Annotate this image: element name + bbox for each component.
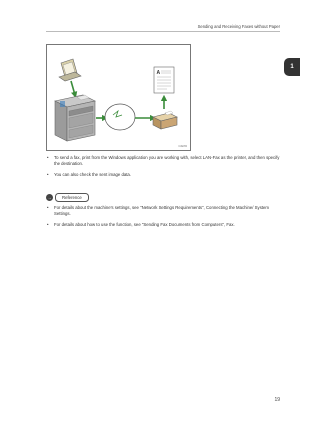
- body-bullets: [46, 155, 280, 178]
- header-divider: [46, 31, 280, 32]
- chapter-tab: 1: [284, 58, 300, 76]
- fax-document-icon: [154, 67, 174, 93]
- list-item: • For details about how to use the function, see "Sending Fax Documents from Computers", Fax.: [46, 222, 280, 228]
- reference-icon: →: [47, 194, 52, 200]
- reference-heading: [46, 193, 89, 201]
- computer-icon: [59, 59, 81, 81]
- figure-code: CUE050: [178, 146, 187, 148]
- list-item: • You can also check the sent image data.: [46, 172, 280, 178]
- running-header-title: Sending and Receiving Faxes without Paper: [197, 24, 280, 29]
- list-item: • To send a fax, print from the Windows application you are working with, select LAN-Fax as the printer, and then specify the destination.: [46, 155, 280, 168]
- svg-text:A: A: [156, 70, 161, 76]
- reference-bullets: [46, 205, 280, 228]
- printer-fax-machine-icon: [55, 95, 95, 141]
- fax-machine-icon: [153, 111, 177, 129]
- reference-label: Reference: [55, 193, 89, 202]
- list-item: • For details about the machine's settings, see "Network Settings Requirements", Connecting the Machine/ System Settings.: [46, 205, 280, 218]
- page-number: 19: [274, 397, 280, 403]
- lan-fax-illustration: [46, 44, 191, 151]
- network-cloud-icon: [105, 104, 135, 130]
